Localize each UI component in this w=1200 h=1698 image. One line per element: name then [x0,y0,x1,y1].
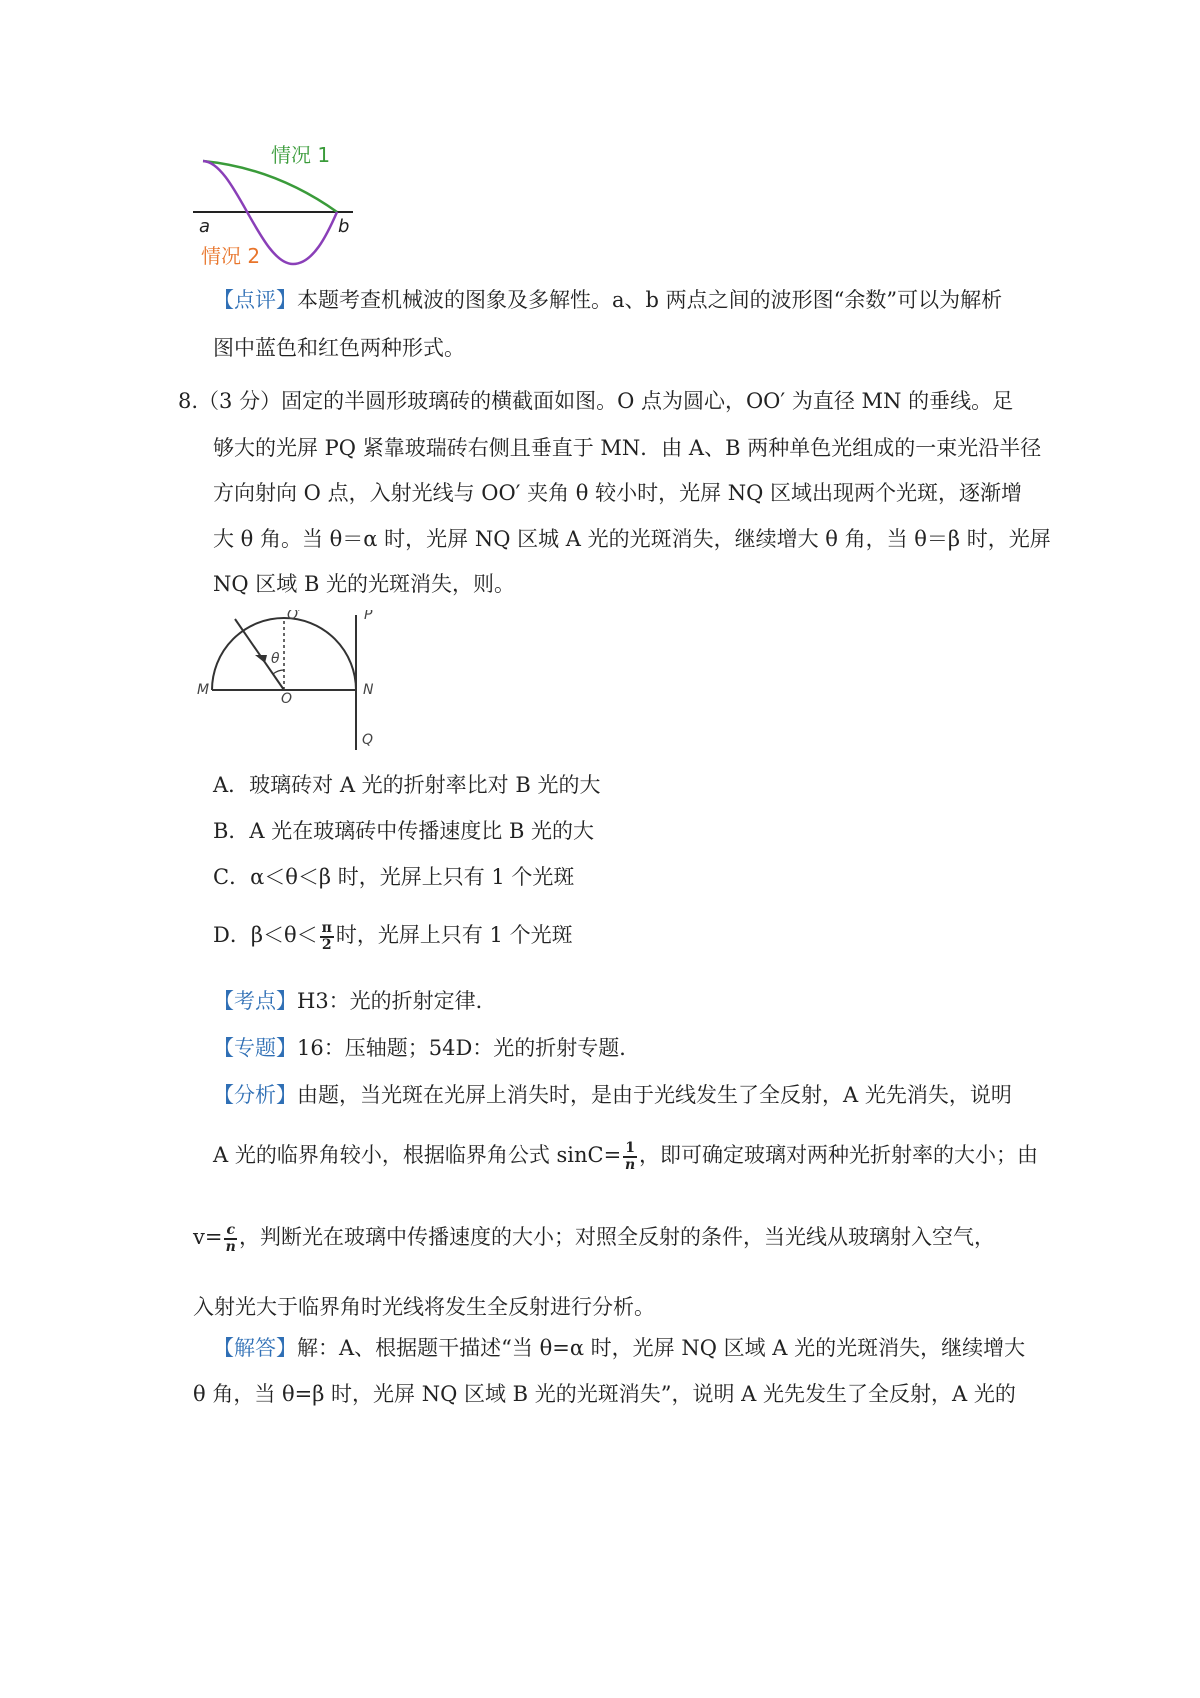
fenxi-text2-post: ，即可确定玻璃对两种光折射率的大小；由 [638,1143,1038,1167]
comment1-line1 [213,285,1002,315]
theta-arc [273,670,284,674]
wave-label-case1: 情况 1 [271,143,331,167]
zhuanti-line [213,1033,640,1063]
option-b: B．A 光在玻璃砖中传播速度比 B 光的大 [213,819,595,843]
label-m: M [197,682,210,698]
fenxi-fraction-cn [224,1223,237,1255]
fenxi-frac1-num: 1 [625,1139,635,1156]
option-d-pre: D．β＜θ＜ [213,923,318,947]
q8-line3: 方向射向 O 点，入射光线与 OO′ 夹角 θ 较小时，光屏 NQ 区域出现两个光斑，逐渐增 [213,481,1023,505]
fenxi-text1: 由题，当光斑在光屏上消失时，是由于光线发生了全反射，A 光先消失，说明 [297,1083,1012,1107]
fenxi-frac2-num: c [226,1221,235,1238]
ray-arrow [255,655,267,663]
fenxi-line1 [213,1080,1012,1110]
label-theta: θ [271,651,280,667]
kaodian-text: H3：光的折射定律． [297,989,497,1013]
zhuanti-tag: 【专题】 [213,1036,297,1060]
fenxi-line2 [213,1140,1038,1173]
wave-point-a: a [199,216,211,237]
kaodian-line [213,986,497,1016]
jieda-line2: θ 角，当 θ=β 时，光屏 NQ 区域 B 光的光斑消失”，说明 A 光先发生了全反射，A 光的 [193,1382,1016,1406]
option-d-num: π [321,919,332,936]
label-o: O [281,691,293,707]
option-c: C．α＜θ＜β 时，光屏上只有 1 个光斑 [213,865,575,889]
option-d [213,920,573,953]
wave-curve-case1 [203,161,337,212]
q8-line2: 够大的光屏 PQ 紧靠玻瑞砖右侧且垂直于 MN．由 A、B 两种单色光组成的一束光沿半径 [213,436,1042,460]
label-n: N [363,682,374,698]
comment1-text1: 本题考查机械波的图象及多解性。a、b 两点之间的波形图“余数”可以为解析 [297,288,1003,312]
zhuanti-text: 16：压轴题；54D：光的折射专题． [297,1036,641,1060]
wave-label-case2: 情况 2 [201,244,261,268]
fenxi-text3-post: ，判断光在玻璃中传播速度的大小；对照全反射的条件，当光线从玻璃射入空气， [239,1225,995,1249]
comment1-tag: 【点评】 [213,288,297,312]
fenxi-text2-pre: A 光的临界角较小，根据临界角公式 sinC= [213,1143,622,1167]
prism-figure [195,610,395,770]
wave-figure [185,140,375,300]
fenxi-fraction-1n [623,1141,637,1173]
fenxi-frac1-den: n [624,1156,636,1173]
fenxi-frac2-den: n [225,1238,236,1255]
option-a: A．玻璃砖对 A 光的折射率比对 B 光的大 [213,773,601,797]
label-q: Q [362,732,374,748]
jieda-tag: 【解答】 [213,1336,297,1360]
q8-line5: NQ 区域 B 光的光斑消失，则。 [213,572,516,596]
fenxi-tag: 【分析】 [213,1083,297,1107]
label-p: P [364,610,373,623]
kaodian-tag: 【考点】 [213,989,297,1013]
label-o-prime: O′ [287,610,302,623]
q8-line1: 8.（3 分）固定的半圆形玻璃砖的横截面如图。O 点为圆心，OO′ 为直径 MN 的垂线。足 [178,389,1014,413]
fenxi-text3-pre: v= [193,1225,223,1249]
jieda-line1 [213,1333,1025,1363]
fenxi-line4: 入射光大于临界角时光线将发生全反射进行分析。 [193,1295,655,1319]
option-d-post: 时，光屏上只有 1 个光斑 [335,923,573,947]
q8-line4: 大 θ 角。当 θ＝α 时，光屏 NQ 区城 A 光的光斑消失，继续增大 θ 角，当 θ＝β 时，光屏 [213,527,1051,551]
comment1-line2: 图中蓝色和红色两种形式。 [213,336,465,360]
option-d-fraction [320,921,334,953]
option-d-den: 2 [321,936,332,953]
jieda-text1: 解：A、根据题干描述“当 θ=α 时，光屏 NQ 区域 A 光的光斑消失，继续增大 [297,1336,1026,1360]
wave-point-b: b [338,216,350,237]
fenxi-line3 [193,1222,995,1255]
